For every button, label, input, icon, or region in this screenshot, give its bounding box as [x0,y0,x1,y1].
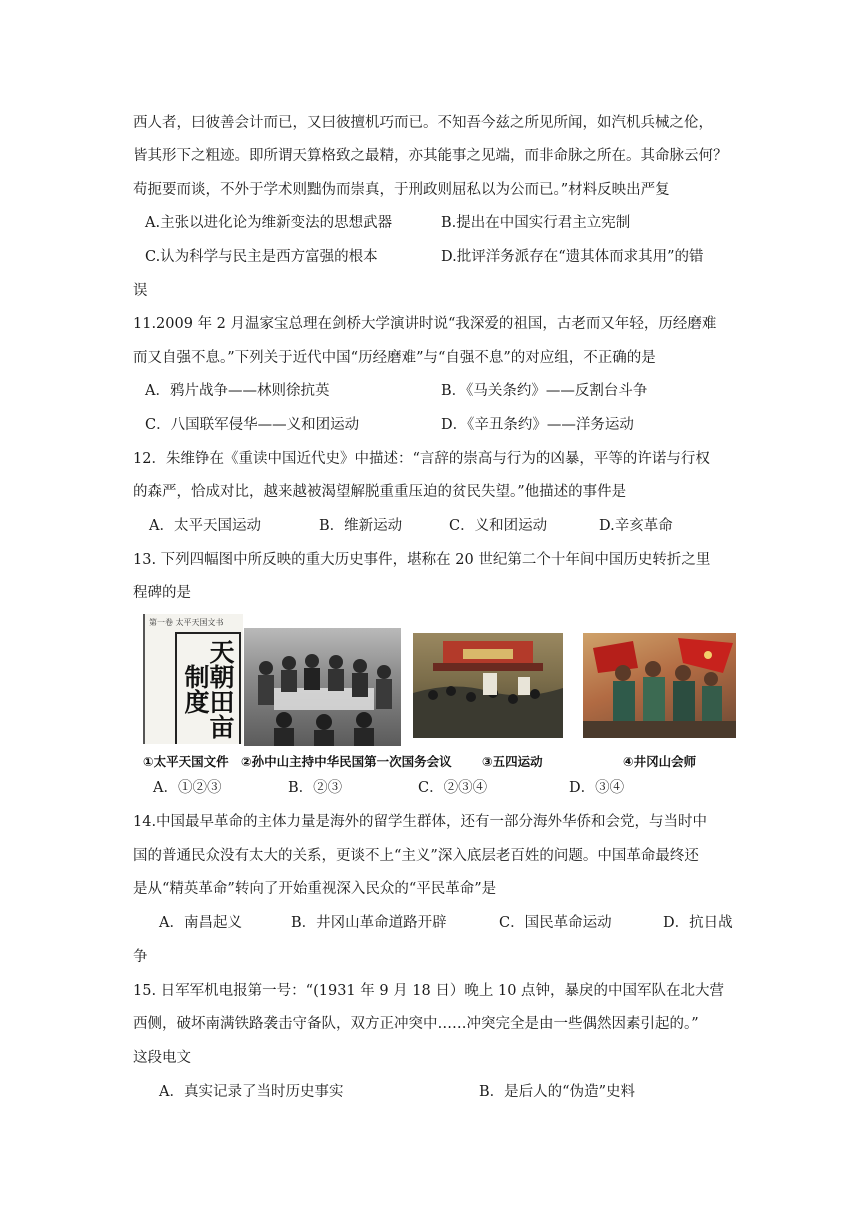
q10-option-a: A.主张以进化论为维新变法的思想武器 [145,215,393,231]
q12-option-c: C．义和团运动 [449,518,548,534]
q11-option-c: C．八国联军侵华——义和团运动 [145,417,360,433]
q15-option-b: B．是后人的“伪造”史料 [479,1084,635,1100]
q11-option-d: D．《辛丑条约》——洋务运动 [441,417,634,433]
jinggangshan-illustration [583,633,736,738]
q10-text-line-1: 西人者，曰彼善会计而已，又曰彼擅机巧而已。不知吾今兹之所见所闻，如汽机兵械之伦， [133,115,713,131]
q10-option-b: B.提出在中国实行君主立宪制 [441,215,631,231]
q14-text-line-1: 14.中国最早革命的主体力量是海外的留学生群体，还有一部分海外华侨和会党，与当时中 [133,814,708,830]
q15-text-line-2: 西侧，破坏南满铁路袭击守备队，双方正冲突中……冲突完全是由一些偶然因素引起的。” [133,1016,699,1032]
taiping-document-header: 第一卷 太平天国文书 [149,618,224,627]
taiping-document-title: 天朝田亩制度 [181,639,235,739]
q14-text-line-2: 国的普通民众没有太大的关系，更谈不上“主义”深入底层老百姓的问题。中国革命最终还 [133,848,699,864]
taiping-document-image [143,614,243,744]
q14-option-c: C．国民革命运动 [499,915,612,931]
q11-text-line-1: 11.2009 年 2 月温家宝总理在剑桥大学演讲时说“我深爱的祖国，古老而又年轻，历经磨难 [133,316,717,332]
figure-caption-3: ③五四运动 [482,754,543,769]
q11-option-b: B．《马关条约》——反割台斗争 [441,383,648,399]
q11-text-line-2: 而又自强不息。”下列关于近代中国“历经磨难”与“自强不息”的对应组，不正确的是 [133,350,656,366]
q12-option-b: B．维新运动 [319,518,403,534]
q13-text-line-1: 13. 下列四幅图中所反映的重大历史事件，堪称在 20 世纪第二个十年间中国历史转折之里 [133,552,711,568]
q14-text-line-3: 是从“精英革命”转向了开始重视深入民众的“平民革命”是 [133,881,497,897]
q13-option-d: D．③④ [569,780,625,796]
q10-option-d-wrap: 误 [133,283,148,299]
q10-text-line-2: 皆其形下之粗迹。即所谓天算格致之最精，亦其能事之见端，而非命脉之所在。其命脉云何？ [133,148,728,164]
q12-text-line-1: 12．朱维铮在《重读中国近代史》中描述：“言辞的崇高与行为的凶暴，平等的许诺与行权 [133,451,710,467]
q10-option-c: C.认为科学与民主是西方富强的根本 [145,249,378,265]
figure-caption-4: ④井冈山会师 [623,754,697,769]
q13-option-c: C．②③④ [418,780,488,796]
q10-option-d: D.批评洋务派存在“遗其体而求其用”的错 [441,249,704,265]
q13-option-b: B．②③ [288,780,343,796]
q15-text-line-3: 这段电文 [133,1050,191,1066]
q15-option-a: A．真实记录了当时历史事实 [159,1084,344,1100]
q12-option-a: A．太平天国运动 [149,518,261,534]
may-fourth-photo [413,633,563,738]
cabinet-meeting-illustration [244,628,401,746]
q12-option-d: D.辛亥革命 [599,518,673,534]
q10-text-line-3: 苟扼要而谈，不外于学术则黜伪而崇真，于刑政则屈私以为公而已。”材料反映出严复 [133,182,670,198]
q14-option-d-wrap: 争 [133,949,148,965]
jinggangshan-photo [583,633,736,738]
figure-caption-2: ②孙中山主持中华民国第一次国务会议 [241,754,452,769]
may-fourth-illustration [413,633,563,738]
q15-text-line-1: 15. 日军军机电报第一号：“(1931 年 9 月 18 日）晚上 10 点钟，暴戾的中国军队在北大营 [133,983,725,999]
q14-option-a: A．南昌起义 [159,915,242,931]
q13-option-a: A．①②③ [153,780,222,796]
q14-option-b: B．井冈山革命道路开辟 [291,915,447,931]
q11-option-a: A．鸦片战争——林则徐抗英 [145,383,330,399]
q12-text-line-2: 的森严，恰成对比，越来越被渴望解脱重重压迫的贫民失望。”他描述的事件是 [133,484,627,500]
cabinet-meeting-photo [244,628,401,746]
q14-option-d: D．抗日战 [663,915,733,931]
q13-text-line-2: 程碑的是 [133,585,191,601]
figure-caption-1: ①太平天国文件 [143,754,229,769]
